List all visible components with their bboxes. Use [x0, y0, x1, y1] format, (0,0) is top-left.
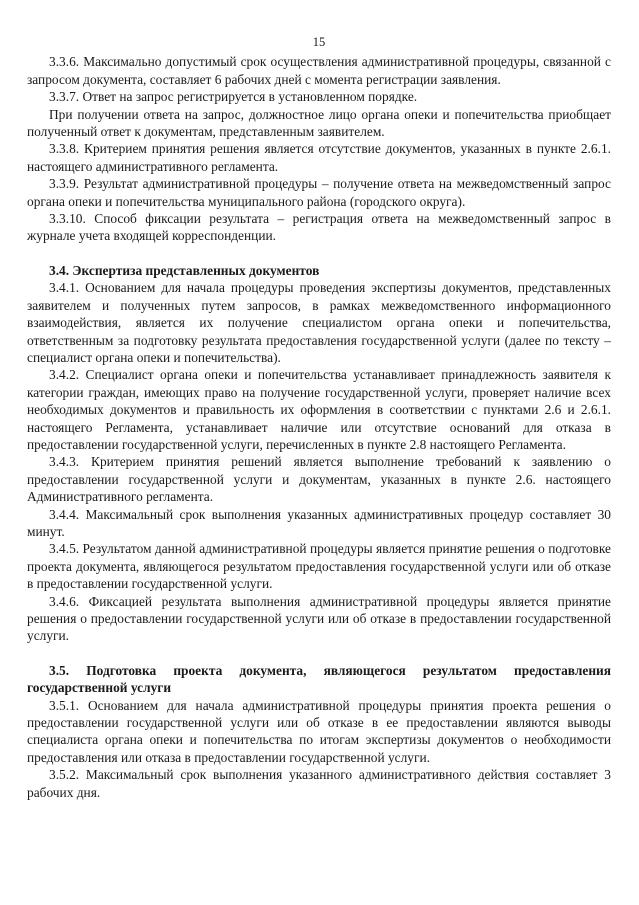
paragraph-3-3-6: 3.3.6. Максимально допустимый срок осуществления административной процедуры, связанной с запросом документа, составляет 6 рабочих дней с момента регистрации заявления.	[27, 54, 611, 87]
paragraph-3-4-1: 3.4.1. Основанием для начала процедуры проведения экспертизы документов, представленных заявителем и полученных путем запросов, в рамках межведомственного информационного взаимодействия, является их получение специалистом органа опеки и попечительства, ответственным за подготовку результата предоставления государственной услуги (далее по тексту – специалист органа опеки и попечительства).	[27, 280, 611, 365]
paragraph-3-4-4: 3.4.4. Максимальный срок выполнения указанных административных процедур составляет 30 минут.	[27, 506, 611, 539]
paragraph-3-3-9: 3.3.9. Результат административной процедуры – получение ответа на межведомственный запрос органа опеки и попечительства муниципального района (городского округа).	[27, 176, 611, 209]
paragraph-3-5-2: 3.5.2. Максимальный срок выполнения указанного административного действия составляет 3 рабочих дня.	[27, 767, 611, 800]
page-number: 15	[312, 35, 326, 49]
paragraph-3-4-6: 3.4.6. Фиксацией результата выполнения административной процедуры является принятие решения о предоставлении государственной услуги или об отказе в предоставлении государственной услуги.	[27, 593, 611, 644]
section-3-5-title: 3.5. Подготовка проекта документа, являющегося результатом предоставления государственной услуги	[27, 662, 611, 696]
document-page	[27, 34, 611, 801]
section-spacer	[27, 245, 611, 262]
paragraph-3-3-8: 3.3.8. Критерием принятия решения является отсутствие документов, указанных в пункте 2.6.1. настоящего административного регламента.	[27, 141, 611, 174]
paragraph-response-attach: При получении ответа на запрос, должностное лицо органа опеки и попечительства приобщает полученный ответ к документам, представленным заявителем.	[27, 106, 611, 140]
paragraph-3-5-1: 3.5.1. Основанием для начала административной процедуры принятия проекта решения о предоставлении государственной услуги или об отказе в ее предоставлении являются выводы специалиста органа опеки и попечительства по итогам экспертизы документов о необходимости предоставления или отказа в предоставлении государственной услуги.	[27, 697, 611, 765]
section-spacer	[27, 645, 611, 662]
paragraph-3-4-3: 3.4.3. Критерием принятия решений является выполнение требований к заявлению о предоставлении государственной услуги и документам, указанных в пункте 2.6. настоящего Административного регламента.	[27, 454, 611, 505]
paragraph-3-3-7: 3.3.7. Ответ на запрос регистрируется в установленном порядке.	[49, 89, 418, 105]
section-3-4-title: 3.4. Экспертиза представленных документов	[49, 262, 320, 278]
paragraph-3-4-2: 3.4.2. Специалист органа опеки и попечительства устанавливает принадлежность заявителя к категории граждан, имеющих право на получение государственной услуги, проверяет наличие всех необходимых документов и правильность их оформления в соответствии с пунктами 2.6 и 2.6.1. настоящего Регламента, устанавливает наличие или отсутствие оснований для отказа в предоставлении государственной услуги, перечисленных в пункте 2.8 настоящего Регламента.	[27, 367, 611, 452]
paragraph-3-3-10: 3.3.10. Способ фиксации результата – регистрация ответа на межведомственный запрос в журнале учета входящей корреспонденции.	[27, 211, 611, 244]
paragraph-3-4-5: 3.4.5. Результатом данной административной процедуры является принятие решения о подготовке проекта документа, являющегося результатом предоставления государственной услуги или об отказе в предоставлении государственной услуги.	[27, 541, 611, 592]
